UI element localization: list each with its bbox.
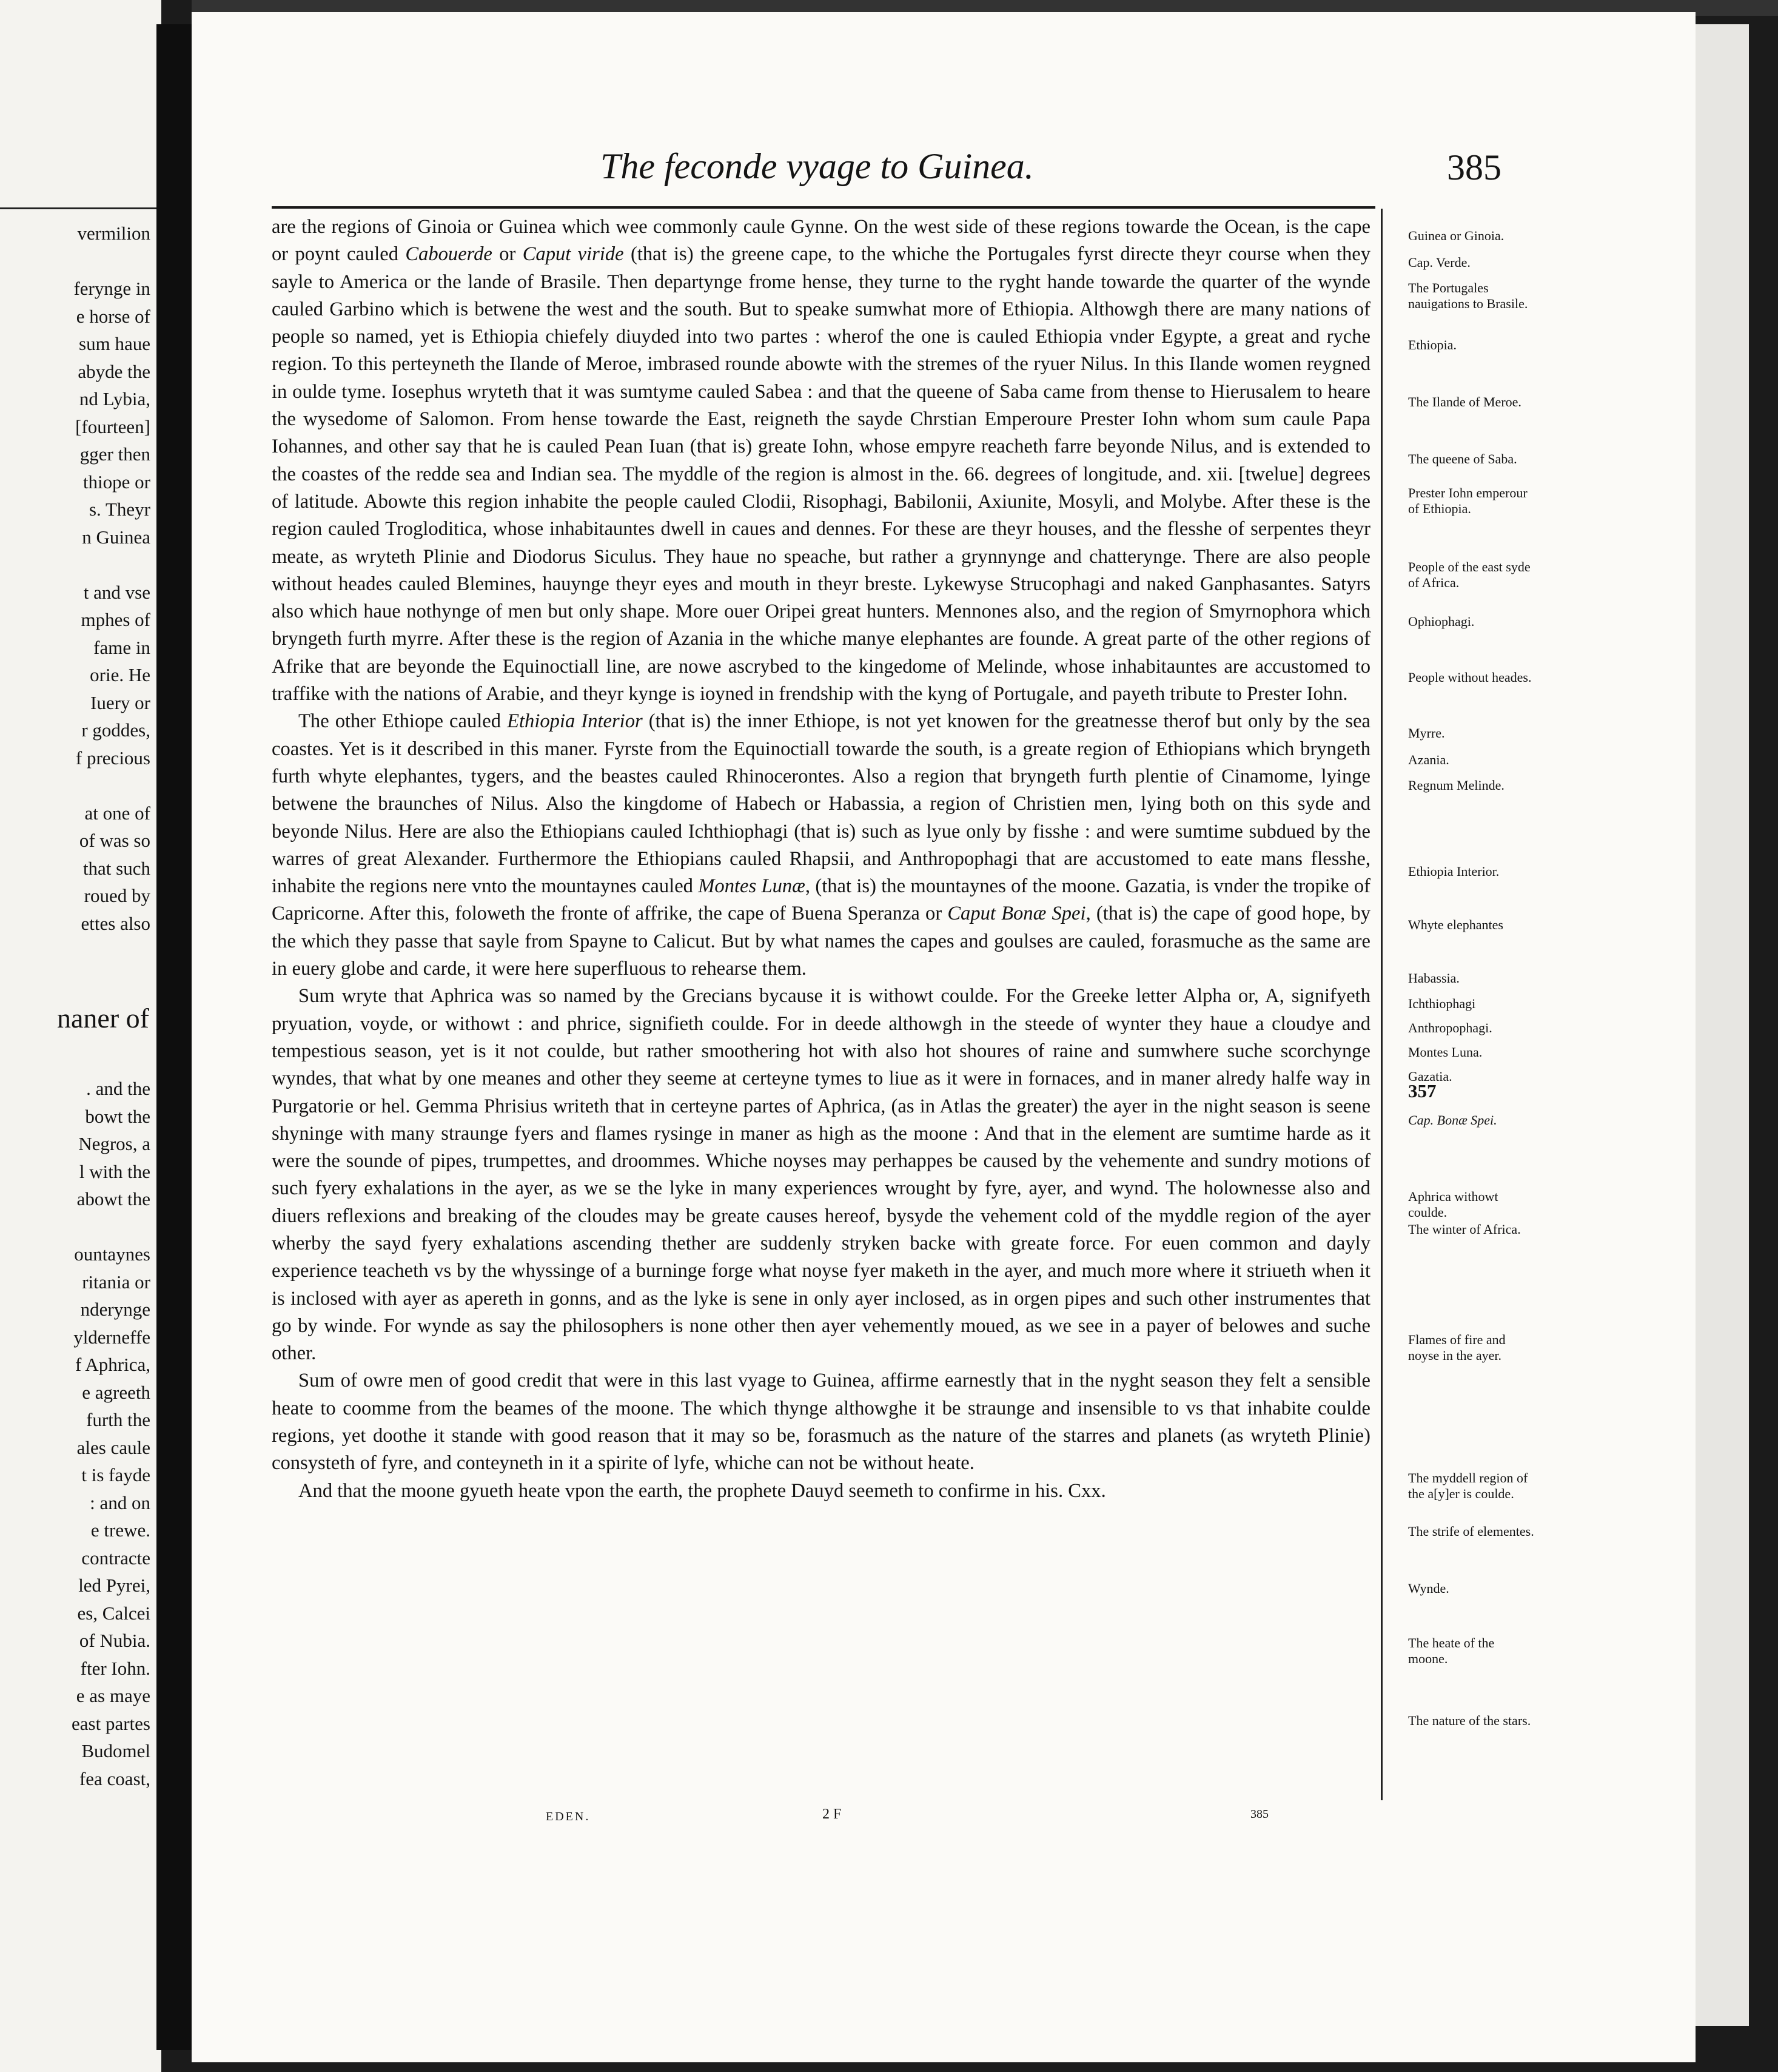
body-text xyxy=(272,214,1370,1505)
facing-page-line: ritania or xyxy=(82,1271,150,1293)
facing-page-line: e agreeth xyxy=(82,1381,150,1403)
facing-page-line: r goddes, xyxy=(81,719,150,741)
facing-page-line: Iuery or xyxy=(90,691,150,713)
facing-page-line xyxy=(73,247,150,275)
facing-page-line: of Nubia. xyxy=(79,1630,150,1651)
facing-page-line: abyde the xyxy=(78,360,150,382)
facing-page-line: contracte xyxy=(81,1547,150,1569)
facing-page-line: e as maye xyxy=(76,1685,150,1706)
margin-note: Prester Iohn emperour of Ethiopia. xyxy=(1408,485,1528,516)
facing-page-line: east partes xyxy=(72,1712,150,1734)
facing-page-line: t is fayde xyxy=(81,1464,150,1485)
margin-note: The Portugales nauigations to Brasile. xyxy=(1408,280,1528,311)
margin-note: The myddell region of the a[y]er is coulde. xyxy=(1408,1470,1528,1501)
margin-note: Gazatia. xyxy=(1408,1069,1452,1084)
facing-page-line: orie. He xyxy=(90,664,150,685)
margin-note: Ethiopia. xyxy=(1408,337,1457,352)
facing-page-line: f precious xyxy=(75,747,150,769)
facing-page-line: led Pyrei, xyxy=(78,1575,150,1596)
facing-page-heading: naner of xyxy=(57,1003,149,1034)
facing-page-line: nd Lybia, xyxy=(79,388,150,409)
facing-page-line: : and on xyxy=(90,1492,150,1513)
facing-page-line: n Guinea xyxy=(82,526,150,548)
facing-page-line: at one of xyxy=(84,802,150,824)
margin-note: Montes Luna. xyxy=(1408,1044,1483,1060)
facing-page-line: ettes also xyxy=(81,912,150,934)
margin-rule xyxy=(1381,209,1383,1800)
facing-page-line: of was so xyxy=(79,830,150,851)
margin-note: Azania. xyxy=(1408,752,1449,767)
facing-page-line: sum haue xyxy=(79,333,150,354)
facing-page-line: bowt the xyxy=(85,1105,150,1127)
facing-page-line: ountaynes xyxy=(74,1243,150,1265)
facing-page-text-top xyxy=(73,220,150,937)
footer-signature-left: EDEN. xyxy=(546,1810,591,1823)
margin-note: Guinea or Ginoia. xyxy=(1408,228,1505,243)
paragraph-4: Sum of owre men of good credit that were in this last vyage to Guinea, affirme earnestly that in the nyght season they felt a sensible heate to coomme from the beames of the moone. The which thynge althowghe it be straunge and insensible to vs that inhabite coulde regions, yet doothe it stande with good reason that it may so be, forasmuch as the nature of the starres and planets (as wryteth Plinie) consysteth of fyre, and conteyneth in it a spirite of lyfe, whiche can not be without heate. xyxy=(272,1370,1370,1475)
margin-note: Flames of fire and noyse in the ayer. xyxy=(1408,1332,1506,1363)
facing-page xyxy=(0,0,161,2072)
facing-page-text-bottom xyxy=(72,1075,150,1792)
facing-page-line: ferynge in xyxy=(73,278,150,299)
margin-note: Anthropophagi. xyxy=(1408,1020,1492,1035)
margin-note: The winter of Africa. xyxy=(1408,1222,1521,1237)
facing-page-line: vermilion xyxy=(77,223,150,244)
header-rule xyxy=(272,206,1375,209)
facing-page-line: Negros, a xyxy=(78,1133,150,1154)
facing-page-line: that such xyxy=(82,857,150,879)
page-edge-stack xyxy=(1692,24,1749,2026)
footer-signature: 2 F xyxy=(822,1806,842,1822)
paragraph-3: Sum wryte that Aphrica was so named by the Grecians bycause it is withowt coulde. For the Greeke letter Alpha or, A, signifyeth pryuation, voyde, or withowt : and phrice, signifieth coulde. For in deede althowgh in the steede of wynter they haue a cloudye and tempestious season, yet is it not coulde, but rather smoothering hot with also hot shoures of raine and sumwhere suche scorchynge wyndes, that what by one meanes and other they seeme at certeyne tymes to liue as it were in fornaces, and in maner alredy halfe way in Purgatorie or hel. Gemma Phrisius writeth that in certeyne partes of Aphrica, (as in Atlas the greater) the ayer in the night season is seene shyninge with many straunge fyers and flames rysinge in maner as high as the moone : And that in the element are sumtime harde as it were the sounde of pipes, trumpettes, and droommes. Whiche noyses may perhappes be caused by the vehemente and sundry motions of such fyery exhalations in the ayer, as we se the lyke in many experiences wrought by fyre, ayer, and wynd. The holownesse also and diuers reflexions and breaking of the cloudes may be greate causes hereof, bysyde the vehement cold of the myddle region of the ayer wherby the sayd fyery exhalations ascending thether are suddenly stryken backe with greate force. For euen common and dayly experience teacheth vs by the whyssinge of a burninge forge what noyse fyer maketh in the ayer, and much more where it striueth when it is inclosed with ayer as apereth in gonns, and as the lyke is sene in only ayer inclosed, as in orgen pipes and such other instrumentes that go by winde. For wynde as say the philosophers is none other then ayer vehemently moued, as we see in a payer of belowes and suche other. xyxy=(272,985,1370,1365)
facing-page-line: fea coast, xyxy=(79,1768,150,1789)
margin-note: Ethiopia Interior. xyxy=(1408,864,1500,879)
facing-page-line: abowt the xyxy=(76,1188,150,1209)
margin-note: Wynde. xyxy=(1408,1581,1449,1596)
facing-page-line: f Aphrica, xyxy=(75,1354,150,1375)
paragraph-5: And that the moone gyueth heate vpon the earth, the prophete Dauyd seemeth to confirme in his. Cxx. xyxy=(298,1479,1106,1502)
margin-note: The Ilande of Meroe. xyxy=(1408,394,1521,409)
facing-page-line: [fourteen] xyxy=(75,415,150,437)
margin-note: Ophiophagi. xyxy=(1408,614,1475,629)
facing-page-line: furth the xyxy=(86,1409,150,1430)
margin-note: Aphrica withowt coulde. xyxy=(1408,1189,1498,1220)
margin-note: The nature of the stars. xyxy=(1408,1713,1531,1728)
facing-page-line xyxy=(72,1213,150,1241)
margin-note: Cap. Verde. xyxy=(1408,255,1471,270)
facing-page-line: Budomel xyxy=(81,1740,150,1761)
facing-page-line: s. Theyr xyxy=(89,499,150,520)
facing-page-line: thiope or xyxy=(82,471,150,493)
margin-note: People of the east syde of Africa. xyxy=(1408,559,1531,590)
facing-page-line: . and the xyxy=(86,1078,150,1099)
page-number: 385 xyxy=(1447,147,1501,187)
margin-note: People without heades. xyxy=(1408,670,1532,685)
facing-page-line xyxy=(73,551,150,579)
footer-page-number: 385 xyxy=(1250,1808,1269,1821)
margin-note: Regnum Melinde. xyxy=(1408,778,1505,793)
facing-page-rule xyxy=(0,207,161,209)
margin-note: The heate of the moone. xyxy=(1408,1635,1495,1666)
facing-page-line: nderynge xyxy=(80,1299,150,1320)
facing-page-line: fame in xyxy=(93,636,150,658)
margin-note: Ichthiophagi xyxy=(1408,996,1476,1011)
facing-page-line: mphes of xyxy=(81,609,150,630)
facing-page-line: ales caule xyxy=(76,1436,150,1458)
margin-note: 357 xyxy=(1408,1080,1437,1102)
book-gutter xyxy=(156,24,195,2050)
facing-page-line xyxy=(73,772,150,799)
margin-note: Habassia. xyxy=(1408,970,1460,986)
margin-note: The queene of Saba. xyxy=(1408,451,1517,466)
facing-page-line: roued by xyxy=(84,885,150,906)
margin-note: The strife of elementes. xyxy=(1408,1524,1534,1539)
facing-page-line: e horse of xyxy=(76,305,150,327)
margin-note: Myrre. xyxy=(1408,725,1445,741)
margin-note: Cap. Bonæ Spei. xyxy=(1408,1112,1497,1128)
paragraph-2: The other Ethiope cauled Ethiopia Interior (that is) the inner Ethiope, is not yet knowen for the greatnesse therof but only by the sea coastes. Yet is it described in this maner. Fyrste from the Equinoctiall towarde the south, is a greate region of Ethiopians which bryngeth furth whyte elephantes, tygers, and the beastes cauled Rhinocerontes. Also a region that bryngeth furth plentie of Cinamome, lyinge betwene the braunches of Nilus. Also the kingdome of Habech or Habassia, a region of Christien men, lying both on this syde and beyonde Nilus. Here are also the Ethiopians cauled Ichthiophagi (that is) such as lyue only by fisshe : and were sumtime subdued by the warres of great Alexander. Furthermore the Ethiopians cauled Rhapsii, and Anthropophagi that are accustomed to eate mans flesshe, inhabite the regions nere vnto the mountaynes cauled Montes Lunæ, (that is) the mountaynes of the moone. Gazatia, is vnder the tropike of Capricorne. After this, foloweth the fronte of affrike, the cape of Buena Speranza or Caput Bonæ Spei, (that is) the cape of good hope, by the which they passe that sayle from Spayne to Calicut. But by what names the capes and goulses are cauled, forasmuche as the same are in euery globe and carde, it were here superfluous to rehearse them. xyxy=(272,710,1370,980)
paragraph-1: are the regions of Ginoia or Guinea which wee commonly caule Gynne. On the west side of these regions towarde the Ocean, is the cape or poynt cauled Cabouerde or Caput viride (that is) the greene cape, to the whiche the Portugales fyrst directe theyr course when they sayle to America or the lande of Brasile. Then departynge frome hense, they turne to the ryght hande towarde the quarter of the wynde cauled Garbino which is betwene the west and the south. But to speake sumwhat more of Ethiopia. Althowgh there are many nations of people so named, yet is Ethiopia chiefely diuyded into two partes : wherof the one is cauled Ethiopia vnder Egypte, a great and ryche region. To this perteyneth the Ilande of Meroe, imbrased rounde abowte with the stremes of the ryuer Nilus. In this Ilande women reygned in oulde tyme. Iosephus wryteth that it was sumtyme cauled Sabea : and that the queene of Saba came from thense to Hierusalem to heare the wysedome of Salomon. From hense towarde the East, reigneth the sayde Chrstian Emperoure Prester Iohn whom sum caule Papa Iohannes, and other say that he is cauled Pean Iuan (that is) greate Iohn, whose empyre reacheth farre beyonde Nilus, and is extended to the coastes of the redde sea and Indian sea. The myddle of the region is almost in the. 66. degrees of longitude, and. xii. [twelue] degrees of latitude. Abowte this region inhabite the people cauled Clodii, Risophagi, Babilonii, Axiunite, Mosyli, and Molybe. After these is the region cauled Trogloditica, whose inhabitauntes dwell in caues and dennes. For these are theyr houses, and the flesshe of serpentes theyr meate, as wryteth Plinie and Diodorus Siculus. They haue no speache, but rather a grynnynge and chatterynge. There are also people without heades cauled Blemines, hauynge theyr eyes and mouth in theyr breste. Lykewyse Strucophagi and naked Ganphasantes. Satyrs also which haue nothynge of men but only shape. More ouer Oripei great hunters. Mennones also, and the region of Smyrnophora which bryngeth furth myrre. After these is the region of Azania in the whiche manye elephantes are founde. A great parte of the other regions of Afrike that are beyonde the Equinoctiall line, are nowe ascrybed to the kingedome of Melinde, whose inhabitauntes are accustomed to traffike with the nations of Arabie, and theyr kynge is ioyned in frendship with the kyng of Portugale, and payeth tribute to Prester Iohn. xyxy=(272,216,1370,705)
facing-page-line: es, Calcei xyxy=(77,1602,150,1624)
facing-page-line: t and vse xyxy=(83,581,150,603)
facing-page-line: l with the xyxy=(79,1160,150,1182)
facing-page-line: e trewe. xyxy=(90,1519,150,1541)
margin-note: Whyte elephantes xyxy=(1408,917,1503,932)
facing-page-line: fter Iohn. xyxy=(80,1657,150,1679)
facing-page-line: ylderneffe xyxy=(73,1326,150,1348)
facing-page-line: gger then xyxy=(79,443,150,465)
running-head: The feconde vyage to Guinea. xyxy=(600,146,1034,186)
